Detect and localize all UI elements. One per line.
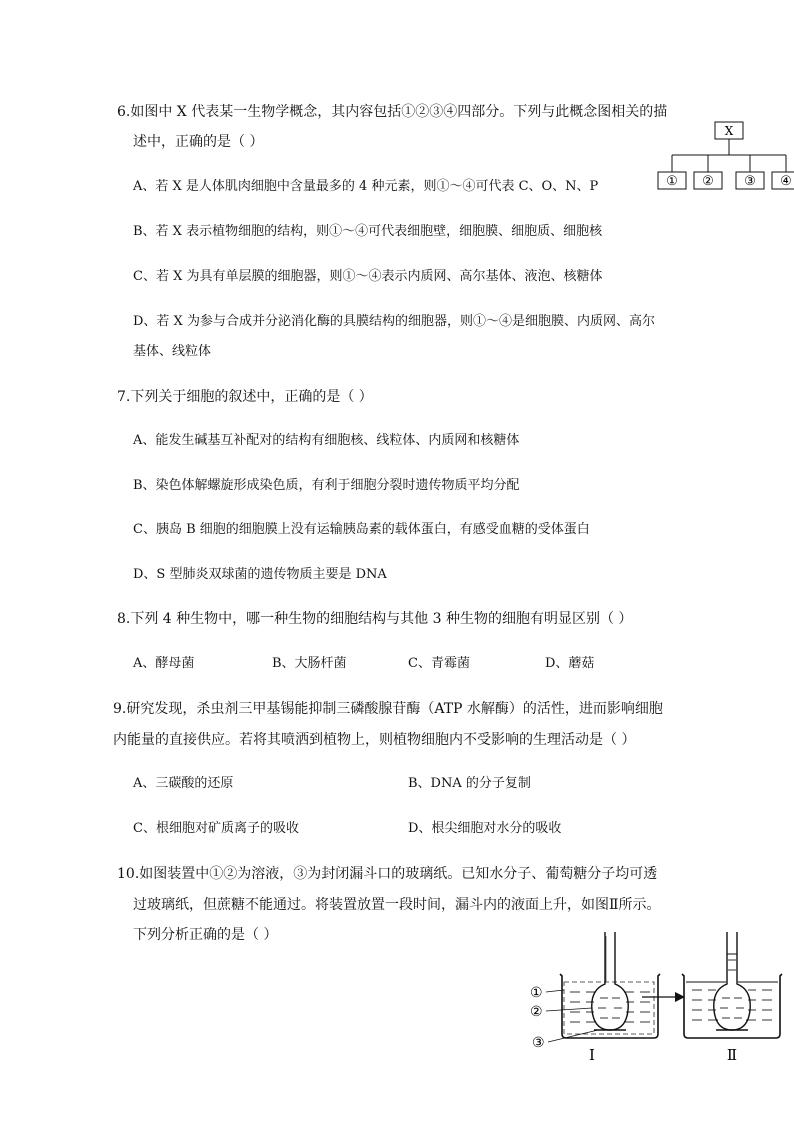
q6-option-d-line1: D、若 X 为参与合成并分泌消化酶的具膜结构的细胞器，则①～④是细胞膜、内质网、高尔: [133, 314, 655, 329]
process-arrow: [642, 992, 685, 1002]
q7-option-c: C、胰岛 B 细胞的细胞膜上没有运输胰岛素的载体蛋白，有感受血糖的受体蛋白: [133, 522, 590, 537]
label-circle-2: ②: [530, 1004, 543, 1020]
beaker-2: [682, 932, 782, 1038]
q7-option-b: B、染色体解螺旋形成染色质，有利于细胞分裂时遗传物质平均分配: [133, 478, 520, 493]
panel-label-2: Ⅱ: [726, 1046, 738, 1064]
q10-stem-line2: 过玻璃纸，但蔗糖不能通过。将装置放置一段时间，漏斗内的液面上升，如图Ⅱ所示。: [133, 897, 661, 913]
q7-option-a: A、能发生碱基互补配对的结构有细胞核、线粒体、内质网和核糖体: [133, 433, 520, 448]
diagram-root-label: X: [724, 124, 734, 138]
q6-stem-line1: 6.如图中 X 代表某一生物学概念，其内容包括①②③④四部分。下列与此概念图相关的描: [117, 104, 668, 120]
diagram-child-1: ①: [666, 174, 678, 189]
q8-option-a: A、酵母菌: [133, 656, 195, 671]
q9-option-b: B、DNA 的分子复制: [408, 776, 531, 791]
diagram-child-3: ③: [744, 174, 756, 189]
q6-option-a: A、若 X 是人体肌肉细胞中含量最多的 4 种元素，则①～④可代表 C、O、N、P: [133, 179, 599, 194]
q6-stem-line2: 述中，正确的是（ ）: [133, 134, 264, 150]
label-circle-3: ③: [532, 1035, 545, 1051]
q9-option-d: D、根尖细胞对水分的吸收: [408, 821, 562, 836]
q6-option-b: B、若 X 表示植物细胞的结构，则①～④可代表细胞壁，细胞膜、细胞质、细胞核: [133, 224, 603, 239]
panel-label-1: Ⅰ: [589, 1046, 595, 1064]
q6-option-d-line2: 基体、线粒体: [133, 344, 212, 359]
q7-stem: 7.下列关于细胞的叙述中，正确的是（ ）: [117, 389, 373, 405]
q9-stem-line1: 9.研究发现，杀虫剂三甲基锡能抑制三磷酸腺苷酶（ATP 水解酶）的活性，进而影响细胞: [113, 701, 663, 717]
q10-stem-line3: 下列分析正确的是（ ）: [133, 927, 278, 943]
q6-option-c: C、若 X 为具有单层膜的细胞器，则①～④表示内质网、高尔基体、液泡、核糖体: [133, 269, 603, 284]
q8-stem: 8.下列 4 种生物中，哪一种生物的细胞结构与其他 3 种生物的细胞有明显区别（ ）: [117, 611, 633, 627]
q9-option-c: C、根细胞对矿质离子的吸收: [133, 821, 299, 836]
label-circle-1: ①: [530, 985, 543, 1001]
diagram-child-4: ④: [780, 174, 792, 189]
q7-option-d: D、S 型肺炎双球菌的遗传物质主要是 DNA: [133, 567, 387, 582]
beaker-1: [560, 932, 660, 1038]
q9-option-a: A、三碳酸的还原: [133, 776, 234, 791]
q8-option-d: D、蘑菇: [545, 656, 595, 671]
q8-option-c: C、青霉菌: [408, 656, 470, 671]
q10-stem-line1: 10.如图装置中①②为溶液，③为封闭漏斗口的玻璃纸。已知水分子、葡萄糖分子均可透: [117, 866, 658, 882]
diagram-child-2: ②: [702, 174, 714, 189]
q8-option-b: B、大肠杆菌: [272, 656, 347, 671]
q9-stem-line2: 内能量的直接供应。若将其喷洒到植物上，则植物细胞内不受影响的生理活动是（ ）: [113, 732, 636, 748]
q10-osmosis-figure: [520, 930, 790, 1070]
q6-concept-diagram: [655, 120, 794, 192]
